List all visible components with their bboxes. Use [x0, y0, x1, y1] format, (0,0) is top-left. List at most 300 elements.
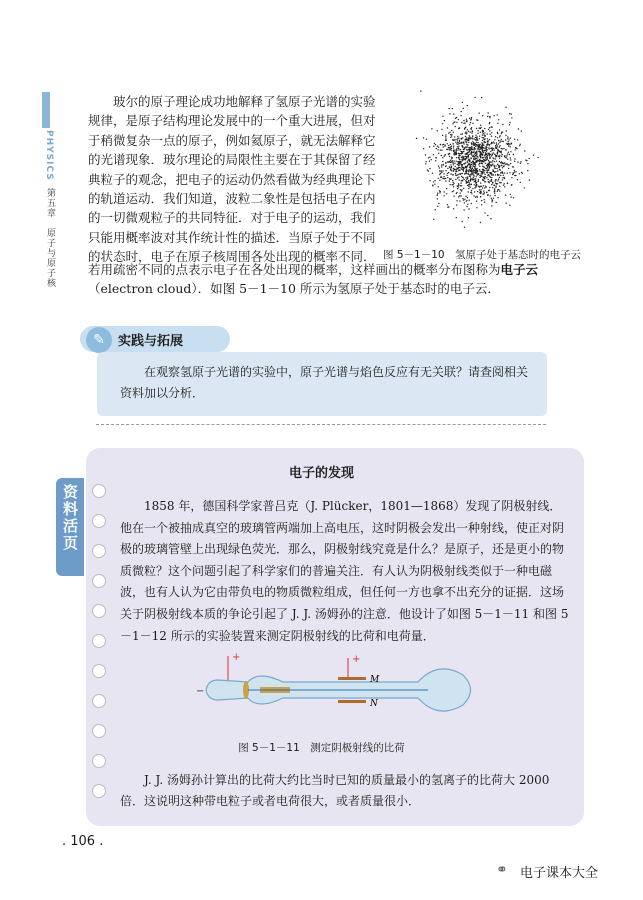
cloud-dot: [457, 164, 458, 165]
cloud-dot: [453, 147, 454, 148]
cloud-dot: [509, 124, 510, 125]
cloud-dot: [503, 141, 504, 142]
cloud-dot: [458, 185, 459, 186]
cloud-dot: [494, 166, 495, 167]
cloud-dot: [504, 155, 505, 156]
cloud-dot: [453, 160, 454, 161]
cloud-dot: [441, 155, 442, 156]
cloud-dot: [463, 209, 464, 210]
cloud-dot: [479, 149, 480, 150]
cloud-dot: [463, 158, 464, 159]
cloud-dot: [463, 149, 464, 150]
cloud-dot: [490, 176, 491, 177]
cloud-dot: [486, 149, 487, 150]
cloud-dot: [473, 158, 474, 159]
cloud-dot: [480, 176, 481, 177]
cloud-dot: [471, 152, 472, 153]
cloud-dot: [457, 188, 458, 189]
cloud-dot: [458, 186, 459, 187]
cloud-dot: [455, 142, 456, 143]
cloud-dot: [497, 114, 498, 115]
cloud-dot: [506, 143, 507, 144]
cloud-dot: [474, 166, 475, 167]
cloud-dot: [501, 152, 502, 153]
cloud-dot: [451, 150, 452, 151]
cloud-dot: [501, 156, 502, 157]
cloud-dot: [473, 170, 474, 171]
cloud-dot: [489, 139, 490, 140]
cloud-dot: [480, 132, 481, 133]
cloud-dot: [486, 177, 487, 178]
cloud-dot: [487, 165, 488, 166]
cloud-dot: [499, 190, 500, 191]
cloud-dot: [466, 201, 467, 202]
cloud-dot: [476, 140, 477, 141]
cloud-dot: [459, 143, 460, 144]
cloud-dot: [432, 185, 433, 186]
cloud-dot: [479, 166, 480, 167]
cloud-dot: [473, 195, 474, 196]
cloud-dot: [453, 168, 454, 169]
cloud-dot: [462, 173, 463, 174]
cloud-dot: [476, 182, 477, 183]
cloud-dot: [457, 139, 458, 140]
cloud-dot: [484, 132, 485, 133]
cloud-dot: [451, 167, 452, 168]
cloud-dot: [529, 158, 530, 159]
cloud-dot: [482, 187, 483, 188]
cloud-dot: [496, 168, 497, 169]
cloud-dot: [449, 156, 450, 157]
cloud-dot: [453, 186, 454, 187]
cloud-dot: [471, 193, 472, 194]
cloud-dot: [496, 155, 497, 156]
cloud-dot: [468, 184, 469, 185]
cloud-dot: [470, 178, 471, 179]
cloud-dot: [441, 129, 442, 130]
cloud-dot: [480, 148, 481, 149]
cloud-dot: [511, 196, 512, 197]
cloud-dot: [425, 163, 426, 164]
cloud-dot: [458, 168, 459, 169]
cloud-dot: [416, 138, 417, 139]
cloud-dot: [488, 148, 489, 149]
divider: [96, 424, 546, 425]
cloud-dot: [490, 148, 491, 149]
cloud-dot: [429, 180, 430, 181]
cloud-dot: [447, 173, 448, 174]
cloud-dot: [469, 163, 470, 164]
cloud-dot: [448, 147, 449, 148]
cloud-dot: [491, 177, 492, 178]
cloud-dot: [511, 117, 512, 118]
cloud-dot: [452, 174, 453, 175]
cloud-dot: [473, 175, 474, 176]
cloud-dot: [527, 170, 528, 171]
cloud-dot: [466, 158, 467, 159]
cloud-dot: [478, 181, 479, 182]
cloud-dot: [472, 172, 473, 173]
cloud-dot: [478, 147, 479, 148]
cloud-dot: [494, 115, 495, 116]
cloud-dot: [492, 182, 493, 183]
binder-ring: [92, 484, 106, 498]
cloud-dot: [453, 145, 454, 146]
cloud-dot: [471, 147, 472, 148]
cloud-dot: [453, 190, 454, 191]
cloud-dot: [500, 135, 501, 136]
cloud-dot: [441, 165, 442, 166]
cloud-dot: [507, 138, 508, 139]
cloud-dot: [469, 186, 470, 187]
cloud-dot: [463, 151, 464, 152]
cloud-dot: [464, 163, 465, 164]
cloud-dot: [495, 146, 496, 147]
cloud-dot: [479, 186, 480, 187]
cloud-dot: [471, 117, 472, 118]
cloud-dot: [484, 177, 485, 178]
cloud-dot: [483, 161, 484, 162]
cloud-dot: [476, 144, 477, 145]
cloud-dot: [435, 144, 436, 145]
cloud-dot: [465, 153, 466, 154]
cloud-dot: [495, 186, 496, 187]
cloud-dot: [474, 184, 475, 185]
cloud-dot: [463, 120, 464, 121]
cloud-dot: [472, 167, 473, 168]
cloud-dot: [438, 166, 439, 167]
cloud-dot: [486, 151, 487, 152]
practice-title: 实践与拓展: [118, 334, 184, 349]
cloud-dot: [474, 97, 475, 98]
cloud-dot: [469, 138, 470, 139]
cloud-dot: [491, 143, 492, 144]
cloud-dot: [464, 227, 465, 228]
cloud-dot: [460, 149, 461, 150]
cloud-dot: [497, 183, 498, 184]
cloud-dot: [485, 168, 486, 169]
cloud-dot: [438, 147, 439, 148]
cloud-dot: [428, 170, 429, 171]
cloud-dot: [513, 172, 514, 173]
cloud-dot: [465, 180, 466, 181]
cloud-dot: [479, 138, 480, 139]
cloud-dot: [451, 134, 452, 135]
plate-n: [338, 700, 366, 703]
cloud-dot: [460, 185, 461, 186]
cloud-dot: [499, 165, 500, 166]
cloud-dot: [469, 167, 470, 168]
cloud-dot: [491, 150, 492, 151]
cloud-dot: [512, 174, 513, 175]
cloud-dot: [474, 164, 475, 165]
cloud-dot: [443, 176, 444, 177]
cloud-dot: [505, 149, 506, 150]
cloud-dot: [461, 138, 462, 139]
cloud-dot: [506, 163, 507, 164]
cloud-dot: [485, 142, 486, 143]
cloud-dot: [456, 167, 457, 168]
cloud-dot: [437, 198, 438, 199]
cloud-dot: [494, 189, 495, 190]
cloud-dot: [499, 136, 500, 137]
cloud-dot: [475, 178, 476, 179]
cloud-dot: [495, 156, 496, 157]
cloud-dot: [505, 135, 506, 136]
cloud-dot: [506, 130, 507, 131]
cloud-dot: [459, 155, 460, 156]
cloud-dot: [441, 171, 442, 172]
cloud-dot: [502, 167, 503, 168]
cloud-dot: [437, 149, 438, 150]
cloud-dot: [463, 141, 464, 142]
cloud-dot: [489, 187, 490, 188]
cloud-dot: [457, 146, 458, 147]
cloud-dot: [448, 145, 449, 146]
cloud-dot: [529, 179, 530, 180]
practice-text: 在观察氢原子光谱的实验中，原子光谱与焰色反应有无关联？请查阅相关资料加以分析．: [120, 365, 529, 400]
cloud-dot: [470, 181, 471, 182]
cloud-dot: [445, 170, 446, 171]
cloud-dot: [476, 176, 477, 177]
cloud-dot: [463, 108, 464, 109]
cloud-dot: [491, 181, 492, 182]
cloud-dot: [471, 162, 472, 163]
cloud-dot: [471, 142, 472, 143]
cloud-dot: [434, 184, 435, 185]
cloud-dot: [459, 169, 460, 170]
cloud-dot: [468, 191, 469, 192]
cloud-dot: [450, 134, 451, 135]
cloud-dot: [437, 206, 438, 207]
cloud-dot: [497, 145, 498, 146]
cloud-dot: [481, 191, 482, 192]
cloud-dot: [489, 154, 490, 155]
cloud-dot: [451, 146, 452, 147]
cloud-dot: [503, 185, 504, 186]
plate-m: [338, 677, 366, 680]
cloud-dot: [461, 161, 462, 162]
cloud-dot: [465, 173, 466, 174]
cloud-dot: [460, 164, 461, 165]
cloud-dot: [466, 149, 467, 150]
cloud-dot: [456, 169, 457, 170]
cloud-dot: [491, 205, 492, 206]
cloud-dot: [429, 161, 430, 162]
cloud-dot: [484, 141, 485, 142]
cloud-dot: [445, 140, 446, 141]
cloud-dot: [489, 127, 490, 128]
cloud-dot: [439, 174, 440, 175]
cloud-dot: [458, 157, 459, 158]
cloud-dot: [517, 139, 518, 140]
cloud-dot: [486, 192, 487, 193]
cloud-dot: [477, 145, 478, 146]
cloud-dot: [448, 108, 449, 109]
cloud-dot: [461, 151, 462, 152]
cloud-dot: [467, 105, 468, 106]
cloud-dot: [420, 90, 421, 91]
cloud-dot: [502, 171, 503, 172]
cloud-dot: [484, 167, 485, 168]
reference-title: 电子的发现: [288, 466, 354, 481]
cloud-dot: [493, 152, 494, 153]
cloud-dot: [477, 140, 478, 141]
cloud-dot: [452, 180, 453, 181]
cloud-dot: [467, 182, 468, 183]
cloud-dot: [498, 174, 499, 175]
cloud-dot: [466, 133, 467, 134]
plate-n-label: N: [370, 699, 378, 709]
cloud-dot: [499, 158, 500, 159]
cloud-dot: [478, 164, 479, 165]
cloud-dot: [503, 148, 504, 149]
cloud-dot: [466, 179, 467, 180]
cloud-dot: [491, 184, 492, 185]
cloud-dot: [485, 160, 486, 161]
watermark: 电子课本大全: [520, 866, 599, 881]
cloud-dot: [484, 212, 485, 213]
cloud-dot: [471, 173, 472, 174]
cloud-dot: [471, 154, 472, 155]
cloud-dot: [489, 117, 490, 118]
cloud-dot: [471, 203, 472, 204]
cloud-dot: [473, 177, 474, 178]
cloud-dot: [479, 171, 480, 172]
cloud-dot: [477, 157, 478, 158]
cloud-dot: [507, 159, 508, 160]
cloud-dot: [510, 159, 511, 160]
cloud-dot: [462, 169, 463, 170]
cloud-dot: [509, 154, 510, 155]
cloud-dot: [514, 161, 515, 162]
cloud-dot: [458, 148, 459, 149]
cloud-dot: [451, 158, 452, 159]
cloud-dot: [503, 175, 504, 176]
cloud-dot: [453, 164, 454, 165]
cloud-dot: [456, 122, 457, 123]
cloud-dot: [508, 141, 509, 142]
cloud-dot: [445, 162, 446, 163]
cloud-dot: [491, 198, 492, 199]
cloud-dot: [524, 150, 525, 151]
cloud-dot: [480, 222, 481, 223]
cloud-dot: [499, 177, 500, 178]
cloud-dot: [448, 153, 449, 154]
cloud-dot: [482, 149, 483, 150]
cloud-dot: [469, 154, 470, 155]
cloud-dot: [492, 187, 493, 188]
cloud-dot: [473, 149, 474, 150]
cloud-dot: [476, 184, 477, 185]
cloud-dot: [439, 170, 440, 171]
cloud-dot: [458, 119, 459, 120]
cloud-dot: [449, 180, 450, 181]
cloud-dot: [502, 154, 503, 155]
cloud-dot: [449, 153, 450, 154]
cloud-dot: [518, 128, 519, 129]
cloud-dot: [461, 111, 462, 112]
cloud-dot: [515, 171, 516, 172]
cloud-dot: [472, 130, 473, 131]
cloud-dot: [487, 164, 488, 165]
cloud-dot: [495, 165, 496, 166]
cloud-dot: [489, 145, 490, 146]
cloud-dot: [465, 166, 466, 167]
cloud-dot: [504, 186, 505, 187]
cloud-dot: [493, 171, 494, 172]
cloud-dot: [467, 152, 468, 153]
cloud-dot: [517, 179, 518, 180]
cloud-dot: [479, 159, 480, 160]
binder-ring: [92, 514, 106, 528]
cloud-dot: [463, 179, 464, 180]
cloud-dot: [468, 137, 469, 138]
cloud-dot: [499, 182, 500, 183]
cloud-dot: [478, 160, 479, 161]
cloud-dot: [454, 139, 455, 140]
cloud-dot: [502, 179, 503, 180]
body-paragraph-2: [88, 260, 584, 299]
cloud-dot: [442, 157, 443, 158]
cloud-dot: [497, 152, 498, 153]
cloud-dot: [498, 140, 499, 141]
cloud-dot: [487, 195, 488, 196]
cloud-dot: [461, 180, 462, 181]
cloud-dot: [451, 161, 452, 162]
cloud-dot: [437, 194, 438, 195]
cloud-dot: [488, 140, 489, 141]
cloud-dot: [478, 179, 479, 180]
cloud-dot: [448, 133, 449, 134]
cloud-dot: [479, 163, 480, 164]
cloud-dot: [491, 201, 492, 202]
cloud-dot: [482, 143, 483, 144]
cloud-dot: [439, 180, 440, 181]
cloud-dot: [460, 173, 461, 174]
cloud-dot: [477, 142, 478, 143]
cloud-dot: [501, 165, 502, 166]
cloud-dot: [464, 128, 465, 129]
cloud-dot: [445, 154, 446, 155]
cloud-dot: [471, 170, 472, 171]
cloud-dot: [520, 161, 521, 162]
cloud-dot: [498, 119, 499, 120]
cloud-dot: [479, 169, 480, 170]
cloud-dot: [480, 157, 481, 158]
cloud-dot: [453, 122, 454, 123]
cloud-dot: [455, 151, 456, 152]
cloud-dot: [487, 167, 488, 168]
cloud-dot: [439, 192, 440, 193]
cloud-dot: [490, 134, 491, 135]
cloud-dot: [474, 156, 475, 157]
cloud-dot: [457, 142, 458, 143]
cloud-dot: [481, 200, 482, 201]
cloud-dot: [497, 149, 498, 150]
cloud-dot: [476, 154, 477, 155]
cloud-dot: [479, 155, 480, 156]
cloud-dot: [431, 128, 432, 129]
cloud-dot: [476, 201, 477, 202]
cloud-dot: [453, 171, 454, 172]
cloud-dot: [462, 156, 463, 157]
cloud-dot: [476, 160, 477, 161]
cloud-dot: [454, 152, 455, 153]
cloud-dot: [483, 157, 484, 158]
margin-tab: [42, 92, 50, 128]
cloud-dot: [514, 170, 515, 171]
